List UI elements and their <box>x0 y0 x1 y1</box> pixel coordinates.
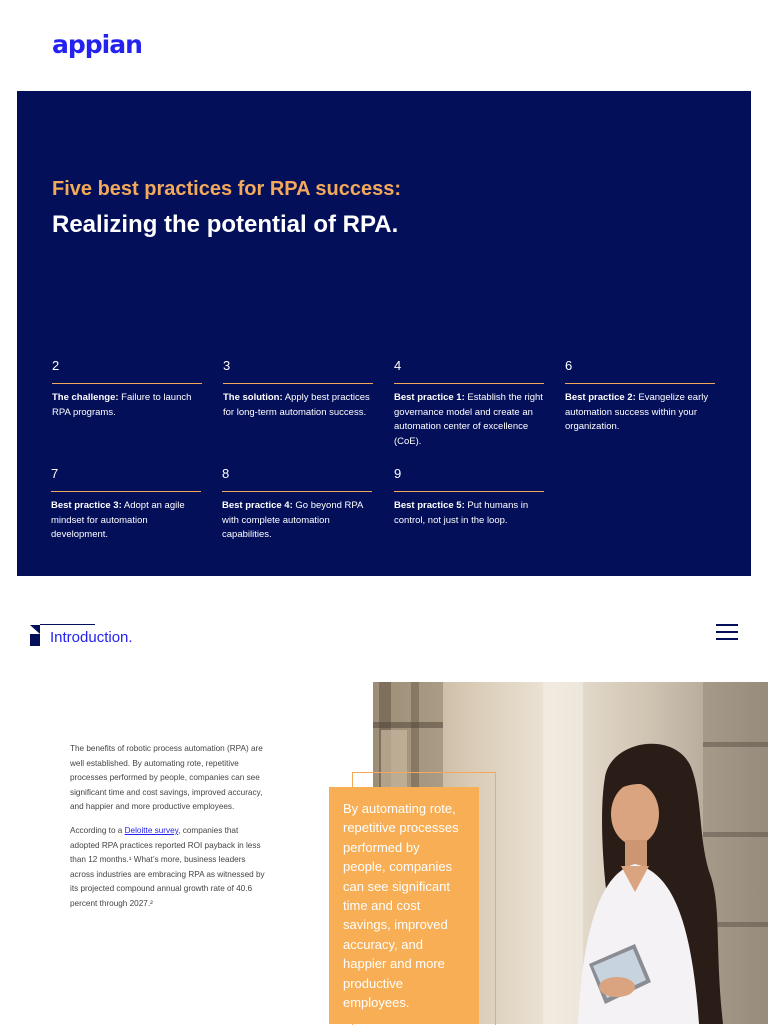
deloitte-survey-link[interactable]: Deloitte survey <box>124 825 179 835</box>
appian-logo[interactable]: appian <box>52 30 142 59</box>
toc-description <box>565 391 715 435</box>
heading-rule <box>40 624 95 625</box>
toc-text: Put humans in control, not just in the loop. <box>394 500 529 526</box>
toc-item-best-practice-2[interactable] <box>565 356 715 435</box>
toc-page-number: 8 <box>222 466 230 481</box>
toc-label: Best practice 2: <box>565 392 636 403</box>
toc-text: Failure to launch RPA programs. <box>52 392 192 418</box>
toc-description <box>52 391 202 420</box>
toc-text: Adopt an agile mindset for automation development. <box>51 500 185 541</box>
toc-item-best-practice-5[interactable] <box>394 464 544 528</box>
toc-divider <box>51 491 201 492</box>
toc-divider <box>52 383 202 384</box>
menu-bar <box>716 631 738 633</box>
toc-item-best-practice-4[interactable] <box>222 464 372 543</box>
toc-text: Evangelize early automation success within your organization. <box>565 392 709 433</box>
menu-bar <box>716 638 738 640</box>
intro-text: According to a <box>70 825 125 835</box>
toc-label: The challenge: <box>52 392 119 403</box>
intro-text: , companies that adopted RPA practices reported ROI payback in less than 12 months.¹ What’s more, business leaders across industries are embracing RPA as witnessed by its projected compound annual growth rate of 40.6 percent through 2027.² <box>70 825 265 908</box>
toc-item-best-practice-1[interactable] <box>394 356 544 449</box>
section-title: Introduction. <box>50 629 133 646</box>
toc-label: Best practice 5: <box>394 500 465 511</box>
toc-page-number: 3 <box>223 358 231 373</box>
toc-item-challenge[interactable] <box>52 356 202 420</box>
toc-page-number: 6 <box>565 358 573 373</box>
toc-item-best-practice-3[interactable] <box>51 464 201 543</box>
toc-divider <box>222 491 372 492</box>
toc-label: The solution: <box>223 392 283 403</box>
toc-page-number: 9 <box>394 466 402 481</box>
introduction-heading <box>30 624 150 650</box>
toc-page-number: 2 <box>52 358 60 373</box>
pullquote-text: By automating rote, repetitive processes performed by people, companies can see significant time and cost savings, improved accuracy, and happier and more productive employees. <box>343 801 459 1011</box>
toc-item-solution[interactable] <box>223 356 373 420</box>
pullquote-box <box>329 787 479 1024</box>
toc-page-number: 4 <box>394 358 402 373</box>
toc-divider <box>394 383 544 384</box>
hero-title: Realizing the potential of RPA. <box>52 211 399 238</box>
intro-paragraph: The benefits of robotic process automation (RPA) are well established. By automating rote, repetitive processes performed by people, companies can see significant time and cost savings, improved accuracy, and happier and more productive employees. <box>70 744 263 812</box>
toc-text: Establish the right governance model and create an automation center of excellence (CoE). <box>394 392 543 447</box>
toc-text: Go beyond RPA with complete automation capabilities. <box>222 500 363 541</box>
toc-page-number: 7 <box>51 466 59 481</box>
toc-description <box>222 499 372 543</box>
toc-description <box>223 391 373 420</box>
intro-paragraph <box>70 824 266 912</box>
bookmark-tab-icon <box>30 625 40 646</box>
toc-description <box>394 499 544 528</box>
toc-divider <box>565 383 715 384</box>
toc-label: Best practice 4: <box>222 500 293 511</box>
intro-body-text <box>70 742 266 921</box>
toc-label: Best practice 3: <box>51 500 122 511</box>
toc-description <box>394 391 544 449</box>
toc-divider <box>394 491 544 492</box>
toc-text: Apply best practices for long-term automation success. <box>223 392 370 418</box>
hamburger-menu-icon[interactable] <box>716 624 738 640</box>
toc-divider <box>223 383 373 384</box>
toc-description <box>51 499 201 543</box>
menu-bar <box>716 624 738 626</box>
cover-hero <box>17 91 751 576</box>
toc-label: Best practice 1: <box>394 392 465 403</box>
hero-subtitle: Five best practices for RPA success: <box>52 178 402 200</box>
